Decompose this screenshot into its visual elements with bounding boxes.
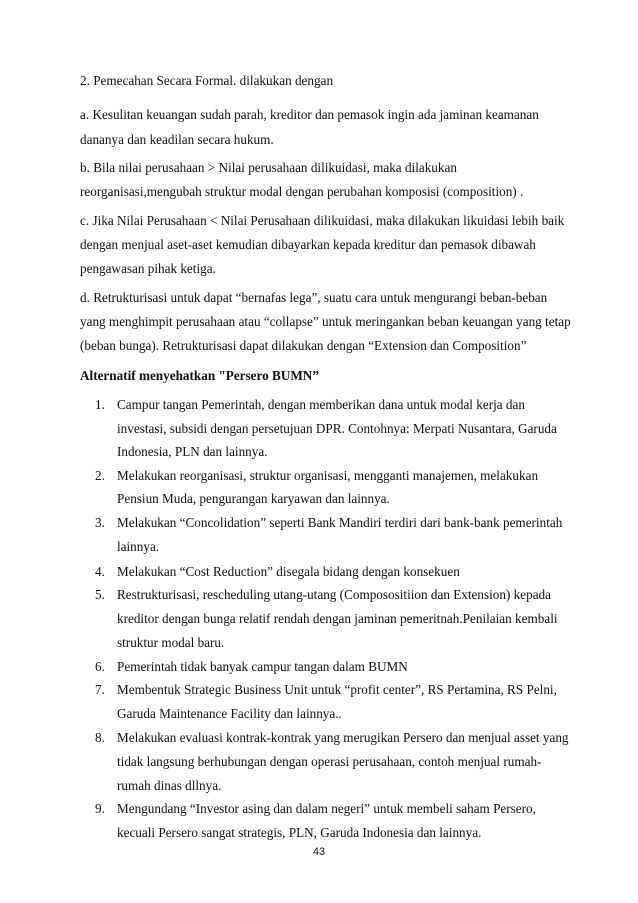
list-number: 8. — [95, 730, 105, 745]
paragraph-2-line: 2. Pemecahan Secara Formal. dilakukan dengan — [80, 73, 334, 88]
list-item-line: kecuali Persero sangat strategis, PLN, Garuda Indonesia dan lainnya. — [117, 825, 482, 840]
paragraph-b-line: reorganisasi,mengubah struktur modal dengan perubahan komposisi (composition) . — [80, 184, 524, 199]
list-number: 7. — [95, 682, 105, 697]
paragraph-d-line: (beban bunga). Retrukturisasi dapat dilakukan dengan “Extension dan Composition” — [80, 338, 527, 353]
list-number: 2. — [95, 468, 105, 483]
list-item-line: Melakukan “Concolidation” seperti Bank Mandiri terdiri dari bank-bank pemerintah — [117, 515, 563, 530]
section-heading: Alternatif menyehatkan "Persero BUMN” — [80, 368, 319, 383]
list-item-line: kreditor dengan bunga relatif rendah dengan jaminan pemeritnah.Penilaian kembali — [117, 611, 558, 626]
list-item-line: Restrukturisasi, rescheduling utang-utang (Composositiion dan Extension) kepada — [117, 587, 552, 602]
list-item-line: Campur tangan Pemerintah, dengan memberikan dana untuk modal kerja dan — [117, 397, 525, 412]
list-number: 4. — [95, 564, 105, 579]
list-number: 6. — [95, 659, 105, 674]
list-number: 5. — [95, 587, 105, 602]
list-item-line: Garuda Maintenance Facility dan lainnya.. — [117, 706, 342, 721]
paragraph-d-line: d. Retrukturisasi untuk dapat “bernafas lega”, suatu cara untuk mengurangi beban-beban — [80, 290, 548, 305]
list-item-line: Membentuk Strategic Business Unit untuk “profit center”, RS Pertamina, RS Pelni, — [117, 682, 557, 697]
paragraph-c-line: pengawasan pihak ketiga. — [80, 261, 216, 276]
list-item-line: Mengundang “Investor asing dan dalam negeri” untuk membeli saham Persero, — [117, 801, 536, 816]
paragraph-c-line: dengan menjual aset-aset kemudian dibayarkan kepada kreditur dan pemasok dibawah — [80, 237, 536, 252]
list-item-line: Indonesia, PLN dan lainnya. — [117, 444, 268, 459]
list-number: 3. — [95, 515, 105, 530]
list-number: 1. — [95, 397, 105, 412]
list-item-line: rumah dinas dllnya. — [117, 778, 222, 793]
list-item-line: Melakukan reorganisasi, struktur organisasi, mengganti manajemen, melakukan — [117, 468, 539, 483]
list-item-line: investasi, subsidi dengan persetujuan DPR. Contohnya: Merpati Nusantara, Garuda — [117, 421, 557, 436]
paragraph-c-line: c. Jika Nilai Perusahaan < Nilai Perusahaan dilikuidasi, maka dilakukan likuidasi lebih baik — [80, 213, 565, 228]
list-item-line: Pemerintah tidak banyak campur tangan dalam BUMN — [117, 659, 408, 674]
paragraph-a-line: dananya dan keadilan secara hukum. — [80, 132, 274, 147]
list-item-line: Melakukan “Cost Reduction” disegala bidang dengan konsekuen — [117, 564, 460, 579]
list-item-line: Melakukan evaluasi kontrak-kontrak yang merugikan Persero dan menjual asset yang — [117, 730, 569, 745]
list-item-line: struktur modal baru. — [117, 635, 225, 650]
list-number: 9. — [95, 801, 105, 816]
list-item-line: tidak langsung berhubungan dengan operasi perusahaan, contoh menjual rumah- — [117, 754, 542, 769]
page-number: 43 — [312, 846, 326, 858]
list-item-line: Pensiun Muda, pengurangan karyawan dan lainnya. — [117, 491, 390, 506]
paragraph-a-line: a. Kesulitan keuangan sudah parah, kreditor dan pemasok ingin ada jaminan keamanan — [80, 107, 539, 122]
paragraph-b-line: b. Bila nilai perusahaan > Nilai perusahaan dilikuidasi, maka dilakukan — [80, 160, 457, 175]
paragraph-d-line: yang menghimpit perusahaan atau “collapse” untuk meringankan beban keuangan yang tetap — [80, 314, 571, 329]
list-item-line: lainnya. — [117, 539, 160, 554]
